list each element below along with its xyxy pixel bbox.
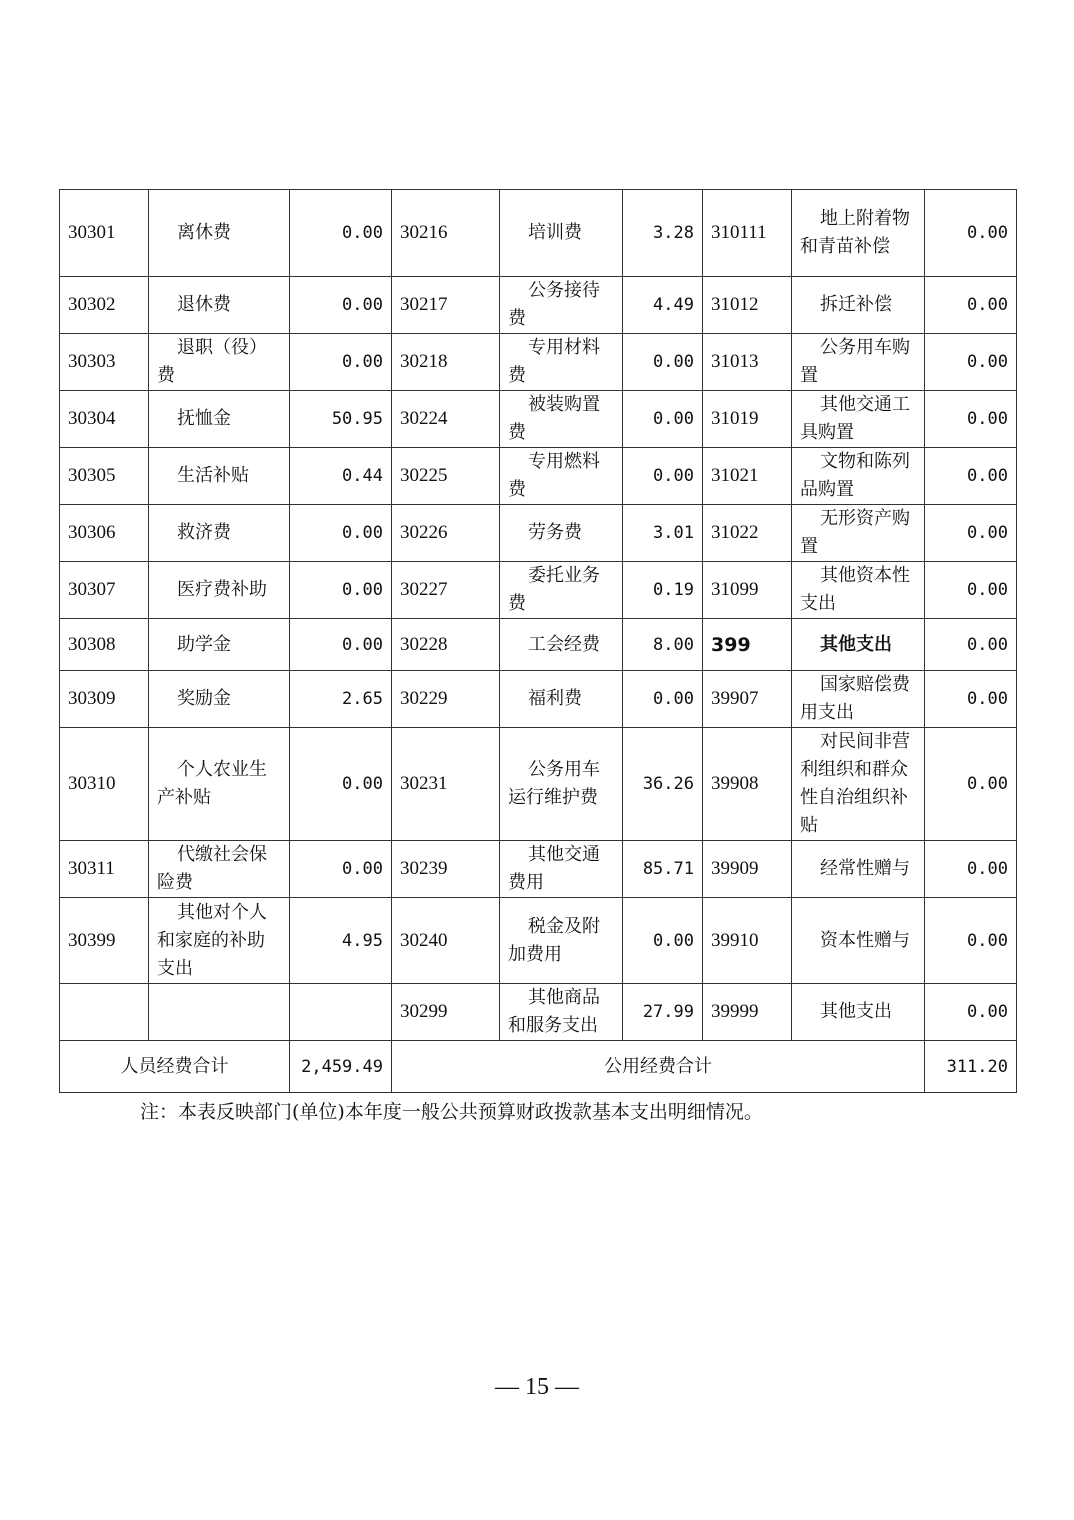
amount-cell: 4.49 [623, 277, 703, 334]
code-cell: 31099 [703, 562, 792, 619]
table-note: 注：本表反映部门(单位)本年度一般公共预算财政拨款基本支出明细情况。 [140, 1101, 763, 1123]
amount-cell [290, 984, 392, 1041]
amount-cell: 0.00 [290, 841, 392, 898]
amount-cell: 8.00 [623, 619, 703, 671]
category-name-cell: 其他支出 [792, 619, 925, 671]
amount-cell: 0.00 [623, 391, 703, 448]
code-cell: 30305 [60, 448, 149, 505]
item-name-cell: 公务用车购置 [792, 334, 925, 391]
code-cell: 31019 [703, 391, 792, 448]
page-number: — 15 — [495, 1374, 579, 1400]
item-name-cell: 经常性赠与 [792, 841, 925, 898]
code-cell [60, 984, 149, 1041]
item-name-cell: 代缴社会保险费 [149, 841, 290, 898]
personnel-total-label: 人员经费合计 [60, 1041, 290, 1093]
amount-cell: 0.00 [623, 671, 703, 728]
item-name-cell: 个人农业生产补贴 [149, 728, 290, 841]
item-name-cell: 离休费 [149, 190, 290, 277]
amount-cell: 3.28 [623, 190, 703, 277]
item-name-cell: 其他交通费用 [500, 841, 623, 898]
item-name-cell: 专用燃料费 [500, 448, 623, 505]
amount-cell: 0.00 [925, 728, 1017, 841]
code-cell: 310111 [703, 190, 792, 277]
table-row [60, 898, 1017, 984]
amount-cell: 0.00 [290, 190, 392, 277]
code-cell: 39910 [703, 898, 792, 984]
item-name-cell: 生活补贴 [149, 448, 290, 505]
amount-cell: 0.00 [290, 562, 392, 619]
amount-cell: 0.00 [623, 898, 703, 984]
code-cell: 31022 [703, 505, 792, 562]
amount-cell: 0.00 [925, 619, 1017, 671]
code-cell: 30240 [392, 898, 500, 984]
amount-cell: 0.00 [290, 728, 392, 841]
amount-cell: 36.26 [623, 728, 703, 841]
code-cell: 30217 [392, 277, 500, 334]
item-name-cell: 助学金 [149, 619, 290, 671]
item-name-cell: 专用材料费 [500, 334, 623, 391]
amount-cell: 0.00 [925, 984, 1017, 1041]
table-body [60, 190, 1017, 1093]
item-name-cell: 税金及附加费用 [500, 898, 623, 984]
code-cell: 39909 [703, 841, 792, 898]
code-cell: 30239 [392, 841, 500, 898]
amount-cell: 0.44 [290, 448, 392, 505]
table-row [60, 334, 1017, 391]
code-cell: 30307 [60, 562, 149, 619]
item-name-cell: 公务接待费 [500, 277, 623, 334]
item-name-cell: 资本性赠与 [792, 898, 925, 984]
item-name-cell: 无形资产购置 [792, 505, 925, 562]
table-row [60, 505, 1017, 562]
item-name-cell: 其他对个人和家庭的补助支出 [149, 898, 290, 984]
totals-row [60, 1041, 1017, 1093]
code-cell: 30226 [392, 505, 500, 562]
amount-cell: 3.01 [623, 505, 703, 562]
amount-cell: 0.00 [925, 562, 1017, 619]
code-cell: 30310 [60, 728, 149, 841]
item-name-cell: 医疗费补助 [149, 562, 290, 619]
personnel-total-value: 2,459.49 [290, 1041, 392, 1093]
amount-cell: 0.00 [925, 190, 1017, 277]
amount-cell: 85.71 [623, 841, 703, 898]
amount-cell: 0.00 [925, 448, 1017, 505]
item-name-cell: 培训费 [500, 190, 623, 277]
amount-cell: 0.00 [290, 505, 392, 562]
item-name-cell [149, 984, 290, 1041]
table-row [60, 671, 1017, 728]
code-cell: 39908 [703, 728, 792, 841]
code-cell: 30227 [392, 562, 500, 619]
code-cell: 30299 [392, 984, 500, 1041]
table-row [60, 391, 1017, 448]
item-name-cell: 其他资本性支出 [792, 562, 925, 619]
code-cell: 30399 [60, 898, 149, 984]
amount-cell: 0.00 [925, 391, 1017, 448]
code-cell: 30301 [60, 190, 149, 277]
amount-cell: 0.00 [290, 619, 392, 671]
amount-cell: 0.00 [925, 277, 1017, 334]
amount-cell: 0.19 [623, 562, 703, 619]
code-cell: 30216 [392, 190, 500, 277]
item-name-cell: 对民间非营利组织和群众性自治组织补贴 [792, 728, 925, 841]
table-row [60, 277, 1017, 334]
code-cell: 30218 [392, 334, 500, 391]
code-cell: 30311 [60, 841, 149, 898]
code-cell: 30309 [60, 671, 149, 728]
table-row [60, 984, 1017, 1041]
item-name-cell: 抚恤金 [149, 391, 290, 448]
amount-cell: 0.00 [925, 671, 1017, 728]
table-row [60, 619, 1017, 671]
item-name-cell: 奖励金 [149, 671, 290, 728]
category-code-cell: 399 [703, 619, 792, 671]
code-cell: 30302 [60, 277, 149, 334]
code-cell: 31012 [703, 277, 792, 334]
amount-cell: 0.00 [623, 334, 703, 391]
table-row [60, 728, 1017, 841]
code-cell: 39907 [703, 671, 792, 728]
item-name-cell: 国家赔偿费用支出 [792, 671, 925, 728]
code-cell: 30231 [392, 728, 500, 841]
code-cell: 30228 [392, 619, 500, 671]
item-name-cell: 其他支出 [792, 984, 925, 1041]
amount-cell: 50.95 [290, 391, 392, 448]
code-cell: 39999 [703, 984, 792, 1041]
amount-cell: 0.00 [925, 505, 1017, 562]
item-name-cell: 工会经费 [500, 619, 623, 671]
amount-cell: 0.00 [290, 277, 392, 334]
code-cell: 31013 [703, 334, 792, 391]
item-name-cell: 委托业务费 [500, 562, 623, 619]
item-name-cell: 公务用车运行维护费 [500, 728, 623, 841]
item-name-cell: 其他交通工具购置 [792, 391, 925, 448]
table-row [60, 841, 1017, 898]
code-cell: 30224 [392, 391, 500, 448]
amount-cell: 4.95 [290, 898, 392, 984]
amount-cell: 0.00 [925, 841, 1017, 898]
item-name-cell: 拆迁补偿 [792, 277, 925, 334]
code-cell: 30308 [60, 619, 149, 671]
amount-cell: 2.65 [290, 671, 392, 728]
code-cell: 30303 [60, 334, 149, 391]
item-name-cell: 退职（役）费 [149, 334, 290, 391]
table-row [60, 448, 1017, 505]
item-name-cell: 地上附着物和青苗补偿 [792, 190, 925, 277]
code-cell: 30229 [392, 671, 500, 728]
item-name-cell: 福利费 [500, 671, 623, 728]
table-row [60, 562, 1017, 619]
item-name-cell: 退休费 [149, 277, 290, 334]
public-total-value: 311.20 [925, 1041, 1017, 1093]
code-cell: 30225 [392, 448, 500, 505]
item-name-cell: 文物和陈列品购置 [792, 448, 925, 505]
amount-cell: 0.00 [925, 898, 1017, 984]
item-name-cell: 救济费 [149, 505, 290, 562]
amount-cell: 0.00 [290, 334, 392, 391]
budget-detail-table [59, 189, 1017, 1093]
code-cell: 31021 [703, 448, 792, 505]
amount-cell: 27.99 [623, 984, 703, 1041]
code-cell: 30304 [60, 391, 149, 448]
amount-cell: 0.00 [925, 334, 1017, 391]
table-row [60, 190, 1017, 277]
item-name-cell: 被装购置费 [500, 391, 623, 448]
amount-cell: 0.00 [623, 448, 703, 505]
code-cell: 30306 [60, 505, 149, 562]
item-name-cell: 其他商品和服务支出 [500, 984, 623, 1041]
item-name-cell: 劳务费 [500, 505, 623, 562]
public-total-label: 公用经费合计 [392, 1041, 925, 1093]
